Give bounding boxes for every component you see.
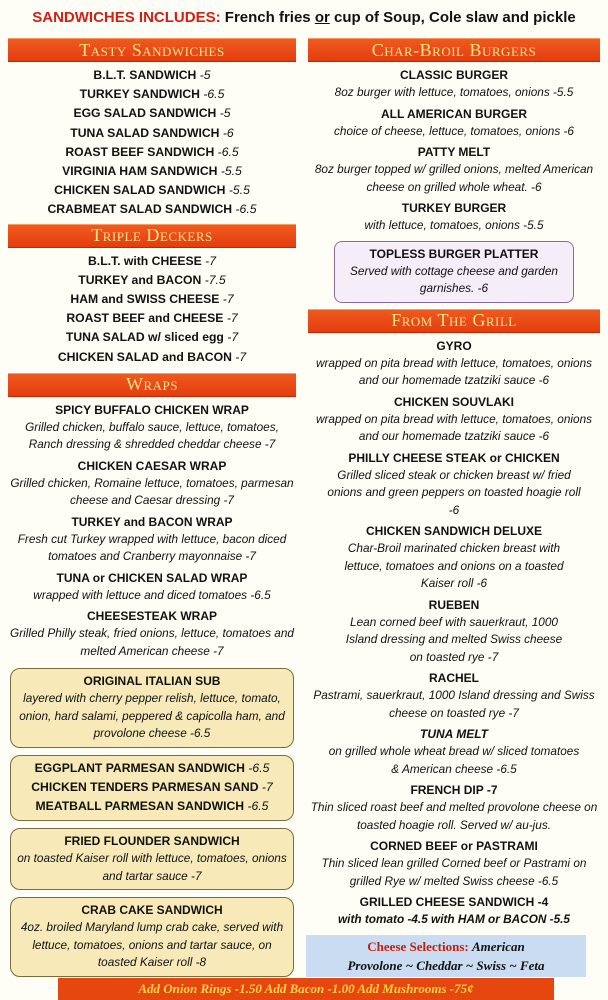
triple-list	[8, 252, 296, 367]
menu-item: GRILLED CHEESE SANDWICH -4 with tomato -4.5 with HAM or BACON -5.5	[337, 895, 570, 926]
list-item: MEATBALL PARMESAN SANDWICH -6.5	[35, 799, 269, 814]
menu-item: CHICKEN SANDWICH DELUXE Char-Broil marinated chicken breast with lettuce, tomatoes and onions on a toasted Kaiser roll -6	[344, 524, 564, 590]
cheese-first: American	[471, 939, 525, 954]
list-item: EGG SALAD SANDWICH -5	[73, 106, 231, 121]
menu-item: ALL AMERICAN BURGER choice of cheese, lettuce, tomatoes, onions -6	[333, 106, 574, 138]
parmesan-box	[10, 755, 294, 822]
menu-item: RACHEL Pastrami, sauerkraut, 1000 Island dressing and Swiss cheese on toasted rye -7	[313, 671, 595, 720]
right-column	[308, 38, 600, 932]
list-item: EGGPLANT PARMESAN SANDWICH -6.5	[34, 760, 270, 775]
tasty-list	[8, 66, 296, 220]
list-item: HAM and SWISS CHEESE -7	[70, 292, 234, 307]
cheese-selections	[306, 935, 586, 977]
includes-text-1: French fries	[224, 8, 311, 26]
includes-or: or	[314, 8, 330, 26]
menu-item: PATTY MELT 8oz burger topped w/ grilled onions, melted American cheese on grilled whole wheat. -6	[314, 145, 594, 194]
triple-deckers-header: Triple Deckers	[8, 224, 296, 248]
list-item: CRABMEAT SALAD SANDWICH -6.5	[47, 202, 257, 217]
menu-item: PHILLY CHEESE STEAK or CHICKEN Grilled sliced steak or chicken breast w/ fried onions and green peppers on toasted hoagie roll -6	[327, 450, 581, 517]
list-item: TUNA SALAD SANDWICH -6	[70, 125, 234, 140]
menu-item: CORNED BEEF or PASTRAMI Thin sliced lean grilled Corned beef or Pastrami on grilled Rye w/ melted Swiss cheese -6.5	[321, 839, 587, 888]
list-item: TURKEY and BACON -7.5	[78, 272, 226, 287]
list-item: ROAST BEEF SANDWICH -6.5	[65, 144, 239, 159]
from-the-grill-header: From The Grill	[308, 309, 600, 333]
list-item: CHICKEN TENDERS PARMESAN SAND -7	[31, 780, 273, 795]
includes-banner	[0, 0, 608, 34]
list-item: TUNA SALAD w/ sliced egg -7	[65, 330, 239, 345]
menu-item: CHICKEN CAESAR WRAP Grilled chicken, Romaine lettuce, tomatoes, parmesan cheese and Caesar dressing -7	[10, 458, 294, 508]
menu-item: CHEESESTEAK WRAP Grilled Philly steak, fried onions, lettuce, tomatoes and melted American cheese -7	[10, 609, 294, 658]
menu-item: SPICY BUFFALO CHICKEN WRAP Grilled chicken, buffalo sauce, lettuce, tomatoes, Ranch dressing & shredded cheddar cheese -7	[25, 402, 279, 452]
menu-item: TURKEY and BACON WRAP Fresh cut Turkey wrapped with lettuce, bacon diced tomatoes and Cranberry mayonnaise -7	[17, 514, 287, 564]
menu-item: TUNA or CHICKEN SALAD WRAP wrapped with lettuce and diced tomatoes -6.5	[33, 570, 271, 602]
cheese-rest: Provolone ~ Cheddar ~ Swiss ~ Feta	[347, 958, 545, 973]
list-item: CHICKEN SALAD and BACON -7	[57, 349, 247, 364]
list-item: VIRGINIA HAM SANDWICH -5.5	[62, 164, 242, 179]
menu-item: RUEBEN Lean corned beef with sauerkraut, 1000 Island dressing and melted Swiss cheese on toasted rye -7	[345, 597, 563, 664]
menu-item: CHICKEN SOUVLAKI wrapped on pita bread with lettuce, tomatoes, onions and our homemade tzatziki sauce -6	[315, 394, 593, 443]
menu-item: FRENCH DIP -7 Thin sliced roast beef and melted provolone cheese on toasted hoagie roll. Served w/ au-jus.	[310, 783, 598, 832]
tasty-sandwiches-header: Tasty Sandwiches	[8, 38, 296, 62]
list-item: B.L.T. with CHEESE -7	[88, 253, 216, 268]
list-item: B.L.T. SANDWICH -5	[93, 68, 211, 82]
left-column	[8, 38, 296, 984]
list-item: CHICKEN SALAD SANDWICH -5.5	[54, 183, 250, 198]
menu-item: CLASSIC BURGER 8oz burger with lettuce, tomatoes, onions -5.5	[334, 68, 574, 99]
includes-text-2: cup of Soup, Cole slaw and pickle	[334, 8, 576, 26]
list-item: ROAST BEEF and CHEESE -7	[66, 311, 238, 326]
char-broil-burgers-header: Char-Broil Burgers	[308, 38, 600, 62]
topless-burger-box: TOPLESS BURGER PLATTER Served with cottage cheese and garden garnishes. -6	[334, 241, 574, 303]
menu-item: TURKEY BURGER with lettuce, tomatoes, onions -5.5	[364, 201, 544, 232]
menu-item: TUNA MELT on grilled whole wheat bread w/ sliced tomatoes & American cheese -6.5	[328, 727, 580, 776]
list-item: TURKEY SANDWICH -6.5	[79, 87, 225, 102]
crab-cake-box: CRAB CAKE SANDWICH 4oz. broiled Maryland lump crab cake, served with lettuce, tomatoes, onions and tartar sauce, on toasted Kaiser roll -8	[10, 897, 294, 977]
cheese-label: Cheese Selections:	[367, 939, 469, 954]
wraps-header: Wraps	[8, 373, 296, 397]
includes-prefix: SANDWICHES INCLUDES:	[32, 8, 221, 26]
italian-sub-box: ORIGINAL ITALIAN SUB layered with cherry pepper relish, lettuce, tomato, onion, hard salami, peppered & capicolla ham, and provolone cheese -6.5	[10, 668, 294, 748]
menu-item: GYRO wrapped on pita bread with lettuce, tomatoes, onions and our homemade tzatziki sauce -6	[315, 338, 593, 387]
flounder-box: FRIED FLOUNDER SANDWICH on toasted Kaiser roll with lettuce, tomatoes, onions and tartar sauce -7	[10, 828, 294, 890]
add-ons-bar: Add Onion Rings -1.50 Add Bacon -1.00 Add Mushrooms -75¢	[58, 978, 554, 1000]
